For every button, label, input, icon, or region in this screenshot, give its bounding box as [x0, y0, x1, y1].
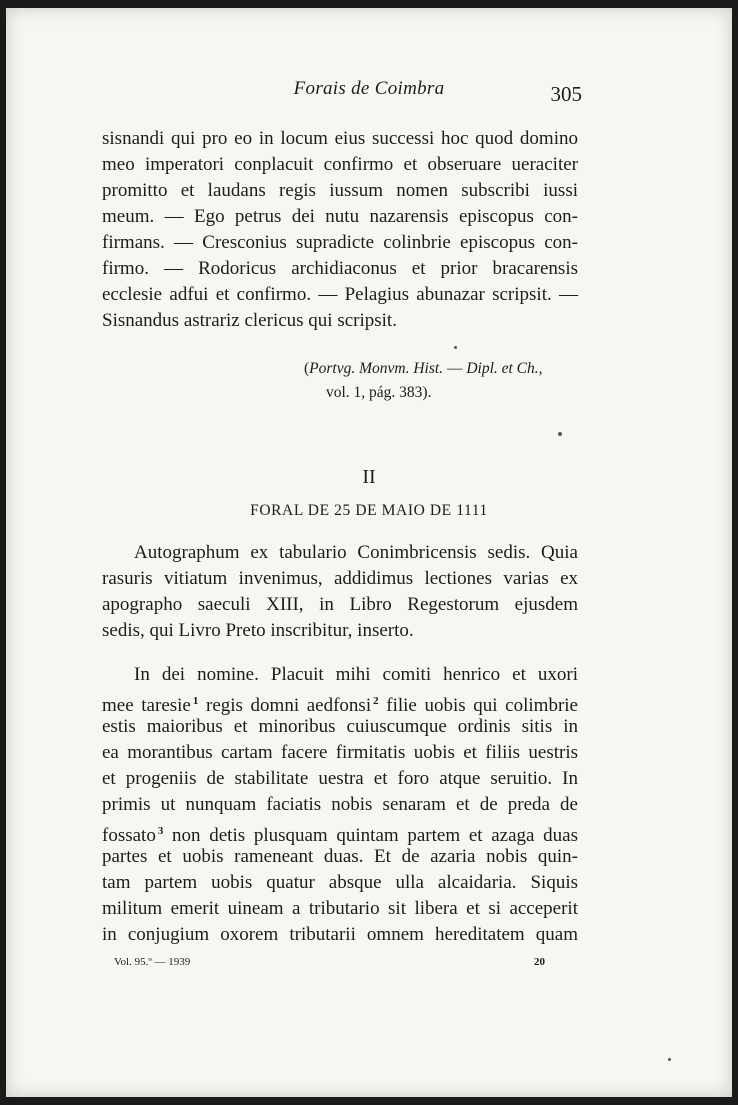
text-line: in conjugium oxorem tributarii omnem hereditatem quam: [102, 924, 578, 945]
text-line-with-footnotes: [102, 688, 578, 714]
section-title-year: 1111: [456, 502, 488, 519]
text-line: partes et uobis rameneant duas. Et de azaria nobis quin-: [102, 846, 578, 867]
text-line: firmo. — Rodoricus archidiaconus et prior bracarensis: [102, 258, 578, 279]
citation-line-1: [304, 360, 543, 378]
volume-signature: Vol. 95.º — 1939: [114, 956, 191, 968]
text-line: Sisnandus astrariz clericus qui scripsit.: [102, 310, 397, 331]
text-segment: mee taresie: [102, 695, 191, 716]
citation-line-2: vol. 1, pág. 383).: [326, 384, 432, 401]
scan-speck: [558, 432, 562, 436]
text-line: primis ut nunquam faciatis nobis senaram et de preda de: [102, 794, 578, 815]
charter-text: [102, 662, 578, 952]
text-line: apographo saeculi XIII, in Libro Regestorum ejusdem: [102, 594, 578, 615]
text-line: sisnandi qui pro eo in locum eius successi hoc quod domino: [102, 128, 578, 149]
text-line: rasuris vitiatum invenimus, addidimus lectiones varias ex: [102, 568, 578, 589]
text-line: ea morantibus cartam facere firmitatis uobis et filiis uestris: [102, 742, 578, 763]
text-segment: non detis plusquam quintam partem et azaga duas: [163, 825, 578, 846]
running-title: Forais de Coimbra: [293, 78, 445, 99]
scan-speck: [668, 1058, 671, 1061]
text-segment: regis domni aedfonsi: [198, 695, 372, 716]
text-line: militum emerit uineam a tributario sit libera et si acceperit: [102, 898, 578, 919]
text-line: promitto et laudans regis iussum nomen subscribi iussi: [102, 180, 578, 201]
footnote-marker: 2: [373, 695, 379, 707]
text-line: meum. — Ego petrus dei nutu nazarensis episcopus con-: [102, 206, 578, 227]
text-segment: filie uobis qui colimbrie: [378, 695, 578, 716]
text-line: ecclesie adfui et confirmo. — Pelagius abunazar scripsit. —: [102, 284, 578, 305]
text-segment: fossato: [102, 825, 156, 846]
sheet-signature: 20: [534, 956, 545, 968]
text-line: firmans. — Cresconius supradicte colinbrie episcopus con-: [102, 232, 578, 253]
citation-open: (: [304, 360, 310, 377]
footnote-marker: 3: [157, 825, 164, 837]
scan-speck: [454, 346, 457, 349]
footnote-marker: 1: [192, 695, 199, 707]
text-line: estis maioribus et minoribus cuiuscumque ordinis sitis in: [102, 716, 578, 737]
section-title: [6, 502, 732, 520]
paragraph-continuation: [102, 126, 578, 336]
intro-paragraph: [102, 540, 578, 650]
text-line: Autographum ex tabulario Conimbricensis sedis. Quia: [134, 542, 578, 563]
text-line: tam partem uobis quatur absque ulla alcaidaria. Siquis: [102, 872, 578, 893]
citation-series: Dipl. et Ch.,: [466, 360, 543, 377]
text-line: meo imperatori conplacuit confirmo et obseruare ueraciter: [102, 154, 578, 175]
citation-title: Portvg. Monvm. Hist.: [309, 360, 444, 377]
text-line-with-footnote: [102, 818, 578, 844]
section-title-text: FORAL DE 25 DE MAIO DE: [250, 502, 457, 519]
book-page: [6, 8, 732, 1097]
section-number: II: [362, 466, 376, 488]
text-line: In dei nomine. Placuit mihi comiti henrico et uxori: [134, 664, 578, 685]
page-number: 305: [550, 82, 582, 106]
citation-dash: —: [443, 360, 467, 377]
text-line: et progeniis de stabilitate uestra et foro atque seruitio. In: [102, 768, 578, 789]
text-line: sedis, qui Livro Preto inscribitur, inserto.: [102, 620, 414, 641]
